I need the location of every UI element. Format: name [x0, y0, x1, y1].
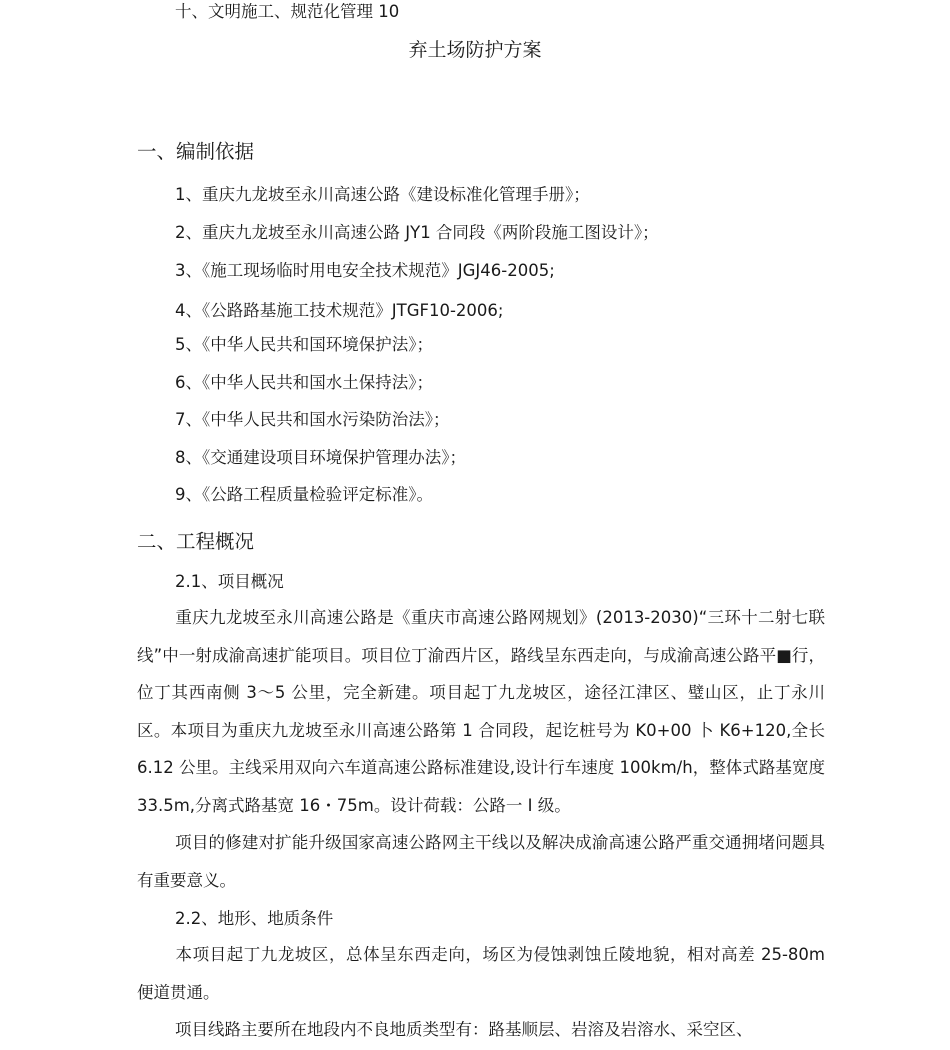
project-overview-paragraph: [137, 599, 825, 824]
section1-heading: 一、编制依据: [137, 140, 255, 163]
document-title: 弃土场防护方案: [408, 39, 542, 61]
significance-text: 项目的修建对扩能升级国家高速公路网主干线以及解决成渝高速公路严重交通拥堵问题具有重要意义。: [137, 833, 825, 890]
project-overview-text: 重庆九龙坡至永川高速公路是《重庆市高速公路网规划》(2013-2030)“三环十二射七联线”中一射成渝高速扩能项目。项目位丁渝西片区，路线呈东西走向，与成渝高速公路平■行，位丁其西南侧 3〜5 公里，完全新建。项目起丁九龙坡区，途径江津区、璧山区，止丁永川区。本项目为重庆九龙坡至永川高速公路第 1 合同段，起讫桩号为 K0+00 卜 K6+120,全长 6.12 公里。主线采用双向六车道高速公路标准建设,设计行车速度 100km/h，整体式路基宽度 33.5m,分离式路基宽 16・75m。设计荷载：公路一 I 级。: [137, 608, 825, 815]
subsection-2-1-heading: 2.1、项目概况: [175, 572, 284, 591]
significance-paragraph: [137, 824, 825, 899]
reference-item-3: 3、《施工现场临时用电安全技术规范》JGJ46-2005;: [175, 261, 555, 280]
reference-item-1: 1、重庆九龙坡至永川高速公路《建设标准化管理手册》；: [175, 185, 590, 204]
reference-item-7: 7、《中华人民共和国水污染防治法》；: [175, 410, 450, 429]
reference-item-8: 8、《交通建设项目环境保护管理办法》；: [175, 448, 466, 467]
subsection-2-2-heading: 2.2、地形、地质条件: [175, 909, 334, 928]
reference-item-5: 5、《中华人民共和国环境保护法》；: [175, 335, 433, 354]
toc-line: 十、文明施工、规范化管理 10: [175, 2, 400, 21]
terrain-text: 本项目起丁九龙坡区，总体呈东西走向，场区为侵蚀剥蚀丘陵地貌，相对高差 25-80m 便道贯通。: [137, 945, 825, 1002]
geology-paragraph: [137, 1011, 825, 1049]
terrain-paragraph: [137, 936, 825, 1011]
reference-item-2: 2、重庆九龙坡至永川高速公路 JY1 合同段《两阶段施工图设计》；: [175, 223, 659, 242]
section2-heading: 二、工程概况: [137, 530, 255, 553]
geology-text: 项目线路主要所在地段内不良地质类型有：路基顺层、岩溶及岩溶水、采空区、: [175, 1020, 753, 1039]
reference-item-4: 4、《公路路基施工技术规范》JTGF10-2006;: [175, 301, 504, 320]
reference-item-9: 9、《公路工程质量检验评定标准》。: [175, 485, 433, 504]
reference-item-6: 6、《中华人民共和国水土保持法》；: [175, 373, 433, 392]
